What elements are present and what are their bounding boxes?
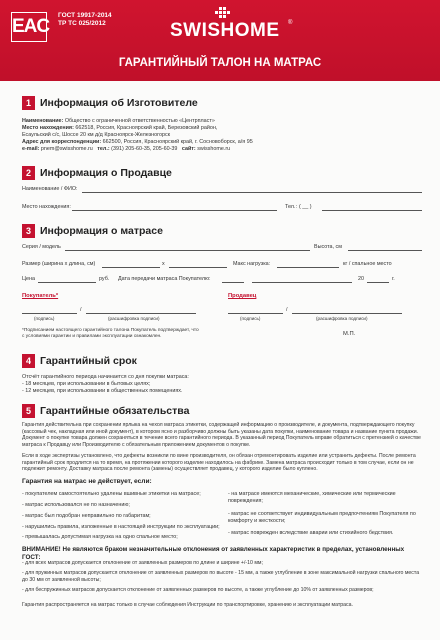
term-intro: Отсчёт гарантийного периода начинается со дня покупки матраса: — [22, 374, 189, 380]
buyer-decode-caption: (расшифровка подписи) — [108, 316, 160, 321]
height-label: Высота, см — [314, 244, 342, 250]
year-suffix: г. — [392, 276, 395, 282]
length-field[interactable] — [169, 267, 227, 268]
seller-name-sign-field[interactable] — [292, 313, 402, 314]
value: Общество с ограниченной ответственностью «Центрпласт» — [64, 118, 215, 124]
load-label: Макс нагрузка: — [233, 261, 271, 267]
price-field[interactable] — [38, 282, 96, 283]
void-item: - матрас не соответствует индивидуальным предпочтениям Покупателя по — [228, 511, 416, 517]
slash: / — [80, 307, 82, 313]
void-item: - нарушились правила, изложенные в настоящей инструкции по эксплуатации; — [22, 524, 220, 530]
tolerance-item: - для всех матрасов допускается отклонение от заявленных размеров по длине и ширине +/-10 мм; — [22, 560, 263, 566]
price-label: Цена — [22, 276, 35, 282]
header-band — [0, 0, 440, 81]
label: Адрес для корреспонденции: — [22, 139, 102, 145]
value: 662518, Россия, Красноярский край, Березовский район, — [75, 125, 218, 131]
void-item: повреждения; — [228, 498, 263, 504]
consent-note-2: с условиями гарантии и правилами эксплуатации ознакомлен. — [22, 334, 162, 339]
load-field[interactable] — [277, 267, 339, 268]
price-unit: руб. — [99, 276, 110, 282]
maker-location-row-2: Есаульский с/с, Шоссе 20 км д/д Красноярск-Железногорск — [22, 132, 170, 138]
section-number: 4 — [22, 354, 35, 368]
section-3-heading — [22, 224, 422, 238]
tolerance-item: - для пружинных матрасов допускается отклонение от заявленных размеров по высоте - 15 мм, а также углубление в зоне максимальной нагрузки спального места до 30 мм от заявленной высоты; — [22, 570, 420, 583]
term-public: - 12 месяцев, при использовании в общественных помещениях. — [22, 388, 183, 394]
width-field[interactable] — [102, 267, 160, 268]
load-unit: кг / спальное место — [343, 261, 392, 267]
section-1-heading — [22, 96, 422, 110]
brand-logo: SWISHOME — [170, 20, 280, 41]
series-field[interactable] — [65, 250, 310, 251]
maker-name-row — [22, 118, 215, 125]
section-number: 1 — [22, 96, 35, 110]
seller-signature-field[interactable] — [228, 313, 283, 314]
section-number: 3 — [22, 224, 35, 238]
void-item: - покупателем самостоятельно удалены вшивные этикетки на матрасе; — [22, 491, 201, 497]
warranty-paragraph-1: Гарантия действительна при сохранении ярлыка на чехол матраса этикетки, содержащей информацию о производителе, и документа, подтверждающего покупку (кассовый чек, накладная или иной документ), в котором ясно и разборчиво должны быть указаны дата покупки, наименование товара и название пункта продажи. Документ о покупке товара должен сохраняться в течение всего гарантийного периода. В указанный период Покупатель вправе обратиться с претензией о качестве матраса к Продавцу или Производителю с обязательным приложением документов о покупке. — [22, 422, 421, 448]
seller-name-label: Наименование / ФИО: — [22, 186, 78, 192]
warranty-paragraph-2: Если в ходе экспертизы установлено, что дефекты возникли по вине производителя, он обязан отремонтировать изделие или устранить дефекты. После ремонта гарантийный срок продлится на то время, на протяжении которого изделие находилось на фабрике. Замена матраса происходит только в том случае, если он не подлежит ремонту. Доставку матраса после ремонта (замены) осуществляет продавец, у которого изделие было куплено. — [22, 453, 416, 473]
maker-location-row — [22, 125, 217, 132]
buyer-sign-caption: (подпись) — [34, 316, 55, 321]
maker-contacts-row — [22, 146, 230, 153]
void-item: - превышалась допустимая нагрузка на одно спальное место; — [22, 534, 178, 540]
page-title: ГАРАНТИЙНЫЙ ТАЛОН НА МАТРАС — [118, 57, 322, 69]
section-title: Информация о Продавце — [40, 167, 172, 179]
section-4-heading — [22, 354, 422, 368]
brand-registered: ® — [288, 20, 293, 26]
year-prefix: 20 — [358, 276, 364, 282]
label: сайт: — [181, 146, 196, 152]
value: (391) 205-60-35, 205-60-39 — [111, 146, 178, 152]
month-field[interactable] — [252, 282, 352, 283]
void-item: комфорту и жесткости; — [228, 518, 286, 524]
label: e-mail: — [22, 146, 40, 152]
buyer-name-field[interactable] — [86, 313, 196, 314]
standards — [58, 12, 112, 28]
void-item: - матрас был подобран неправильно по габаритам; — [22, 513, 151, 519]
value: swisshome.ru — [197, 146, 231, 152]
seller-name-field[interactable] — [82, 192, 422, 193]
label: тел.: — [97, 146, 110, 152]
section-title: Гарантийный срок — [40, 355, 137, 367]
label: Наименование: — [22, 118, 64, 124]
section-title: Информация о матрасе — [40, 225, 163, 237]
section-number: 2 — [22, 166, 35, 180]
slash: / — [286, 307, 288, 313]
value: 662500, Россия, Красноярский край, г. Сосновоборск, а/я 95 — [102, 139, 253, 145]
void-title: Гарантия на матрас не действует, если: — [22, 478, 152, 485]
seller-tel-field[interactable] — [322, 210, 422, 211]
maker-address-row — [22, 139, 253, 146]
buyer-signature-field[interactable] — [22, 313, 77, 314]
seller-decode-caption: (расшифровка подписи) — [316, 316, 368, 321]
value: pnem@swisshome.ru — [40, 146, 93, 152]
attention-note: ВНИМАНИЕ! Не являются браком незначительные отклонения от заявленных характеристик в пределах, установленных ГОСТ: — [22, 546, 405, 561]
seller-tel-label: Тел.: — [285, 204, 297, 210]
label: Место нахождения: — [22, 125, 74, 131]
section-2-heading — [22, 166, 422, 180]
seller-location-field[interactable] — [72, 210, 277, 211]
seller-tel-code: ( __ ) — [299, 204, 312, 210]
section-title: Гарантийные обязательства — [40, 405, 190, 417]
standard-gost: ГОСТ 19917-2014 — [58, 12, 112, 19]
standard-trts: ТР ТС 025/2012 — [58, 20, 106, 27]
buyer-label: Покупатель* — [22, 293, 59, 299]
seller-sign-caption: (подпись) — [240, 316, 261, 321]
section-5-heading — [22, 404, 422, 418]
size-x: х — [162, 261, 165, 267]
term-household: - 18 месяцев, при использовании в бытовых целях; — [22, 381, 151, 387]
year-field[interactable] — [367, 282, 389, 283]
day-field[interactable] — [222, 282, 244, 283]
consent-note-1: *Подписанием настоящего гарантийного талона Покупатель подтверждает, что — [22, 328, 199, 333]
tolerance-item: - для беспружинных матрасов допускается отклонение от заявленных размеров по высоте, а также углубление до 10% от заявленных размеров; — [22, 587, 374, 593]
transfer-date-label: Дата передачи матраса Покупателю: — [118, 276, 211, 282]
logo-dots-icon — [210, 7, 234, 21]
eac-mark: EAC — [11, 12, 47, 42]
void-item: - на матрасе имеются механические, химические или термические — [228, 491, 396, 497]
seller-location-label: Место нахождения: — [22, 204, 71, 210]
series-label: Серия / модель — [22, 244, 61, 250]
seller-sign-label: Продавец — [228, 293, 257, 299]
section-number: 5 — [22, 404, 35, 418]
stamp-place: М.П. — [343, 331, 356, 337]
void-item: - матрас поврежден вследствие аварии или стихийного бедствия. — [228, 530, 394, 536]
section-title: Информация об Изготовителе — [40, 97, 198, 109]
size-label: Размер (ширина х длина, см) — [22, 261, 96, 267]
height-field[interactable] — [348, 250, 422, 251]
final-note: Гарантия распространяется на матрас только в случае соблюдения Инструкции по транспортировке, хранению и эксплуатации матраса. — [22, 602, 353, 608]
void-item: - матрас использовался не по назначению; — [22, 502, 130, 508]
